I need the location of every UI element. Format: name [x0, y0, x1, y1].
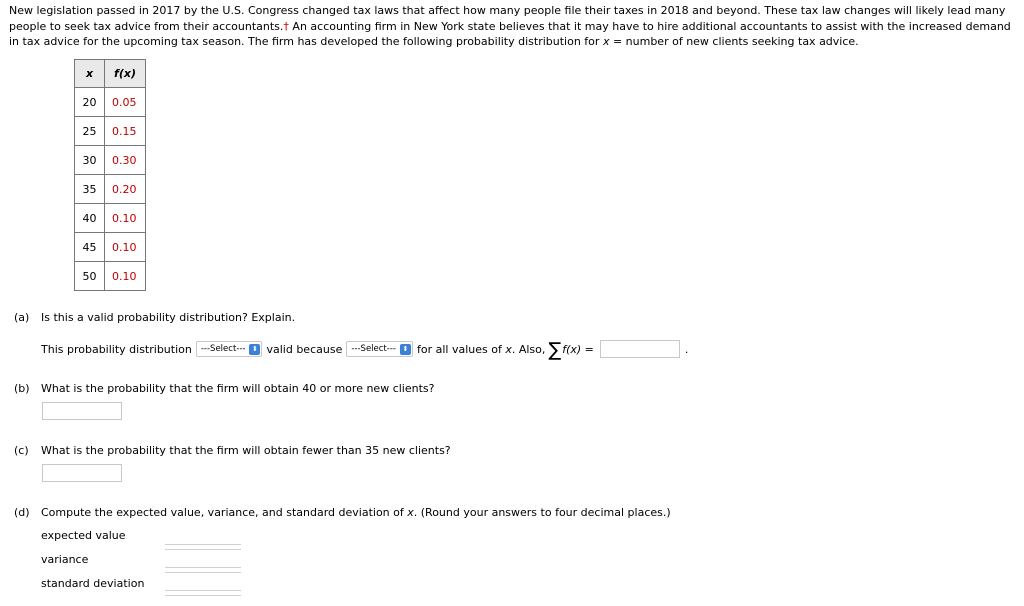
answer-a-suffix-pre: for all values of	[416, 342, 502, 356]
answer-a-suffix-post: . Also,	[511, 342, 546, 356]
question-c-label: (c)	[14, 444, 29, 457]
sum-fx-input[interactable]	[600, 340, 680, 358]
select-is-valid-dropdown[interactable]	[196, 341, 263, 357]
question-d-text-post: . (Round your answers to four decimal places.)	[413, 506, 671, 519]
table-cell-x: 35	[75, 175, 105, 204]
answer-c-input[interactable]	[42, 464, 122, 482]
table-row	[75, 146, 146, 175]
intro-text-2: An accounting firm in New York state believes that it may have to hire additional accountants to assist with the increased demand in tax advice for the upcoming tax season. The firm has developed the following probability distribution for	[9, 19, 1011, 48]
summation-fx: f(x)	[562, 342, 582, 356]
chevron-up-down-icon: ⬍	[400, 344, 411, 355]
table-row	[75, 88, 146, 117]
table-row	[75, 204, 146, 233]
table-cell-fx: 0.10	[105, 262, 146, 291]
table-cell-x: 50	[75, 262, 105, 291]
answer-b-input[interactable]	[42, 402, 122, 420]
question-a-text: Is this a valid probability distribution? Explain.	[41, 311, 296, 324]
variance-input[interactable]	[165, 567, 241, 573]
expected-value-label: expected value	[41, 529, 126, 542]
intro-var-x: x	[602, 35, 610, 48]
standard-deviation-input[interactable]	[165, 590, 241, 596]
table-row	[75, 233, 146, 262]
intro-text-1: New legislation passed in 2017 by the U.S. Congress changed tax laws that affect how many people file their taxes in 2018 and beyond. These tax law changes will likely lead many people to seek tax advice from their accountants.	[9, 4, 1006, 33]
table-cell-x: 25	[75, 117, 105, 146]
answer-a-period: .	[684, 342, 689, 356]
table-cell-x: 40	[75, 204, 105, 233]
question-d	[14, 506, 671, 519]
table-row	[75, 175, 146, 204]
probability-table	[74, 59, 146, 291]
table-cell-fx: 0.20	[105, 175, 146, 204]
table-cell-x: 20	[75, 88, 105, 117]
problem-intro	[9, 3, 1014, 50]
question-d-label: (d)	[14, 506, 30, 519]
expected-value-input[interactable]	[165, 544, 241, 550]
question-b-label: (b)	[14, 382, 30, 395]
table-cell-fx: 0.10	[105, 233, 146, 262]
equals-sign: =	[584, 342, 594, 356]
dagger-footnote-link[interactable]: †	[283, 19, 289, 33]
answer-a-middle: valid because	[266, 342, 343, 356]
answer-a-var-x: x	[505, 342, 512, 356]
question-d-var-x: x	[407, 506, 414, 519]
summation-symbol: ∑	[548, 339, 562, 361]
intro-text-3: = number of new clients seeking tax advice.	[609, 35, 859, 48]
select-reason-dropdown[interactable]	[346, 341, 413, 357]
table-header-fx: f(x)	[105, 60, 146, 88]
answer-a-prefix: This probability distribution	[41, 342, 192, 356]
table-row	[75, 117, 146, 146]
question-b-text: What is the probability that the firm will obtain 40 or more new clients?	[41, 382, 435, 395]
question-c-text: What is the probability that the firm will obtain fewer than 35 new clients?	[41, 444, 451, 457]
table-cell-fx: 0.10	[105, 204, 146, 233]
table-header-x: x	[75, 60, 105, 88]
question-c	[14, 444, 451, 457]
chevron-up-down-icon: ⬍	[249, 344, 260, 355]
table-cell-fx: 0.15	[105, 117, 146, 146]
select-reason-value: ---Select---	[351, 344, 396, 354]
table-cell-fx: 0.05	[105, 88, 146, 117]
table-header-row	[75, 60, 146, 88]
standard-deviation-label: standard deviation	[41, 577, 145, 590]
table-cell-fx: 0.30	[105, 146, 146, 175]
question-a-label: (a)	[14, 311, 30, 324]
question-d-text-pre: Compute the expected value, variance, and standard deviation of	[41, 506, 408, 519]
variance-label: variance	[41, 553, 89, 566]
select-is-valid-value: ---Select---	[200, 344, 246, 354]
table-cell-x: 30	[75, 146, 105, 175]
table-row	[75, 262, 146, 291]
answer-a-row	[41, 339, 689, 361]
table-cell-x: 45	[75, 233, 105, 262]
question-b	[14, 382, 434, 395]
question-a	[14, 311, 295, 324]
